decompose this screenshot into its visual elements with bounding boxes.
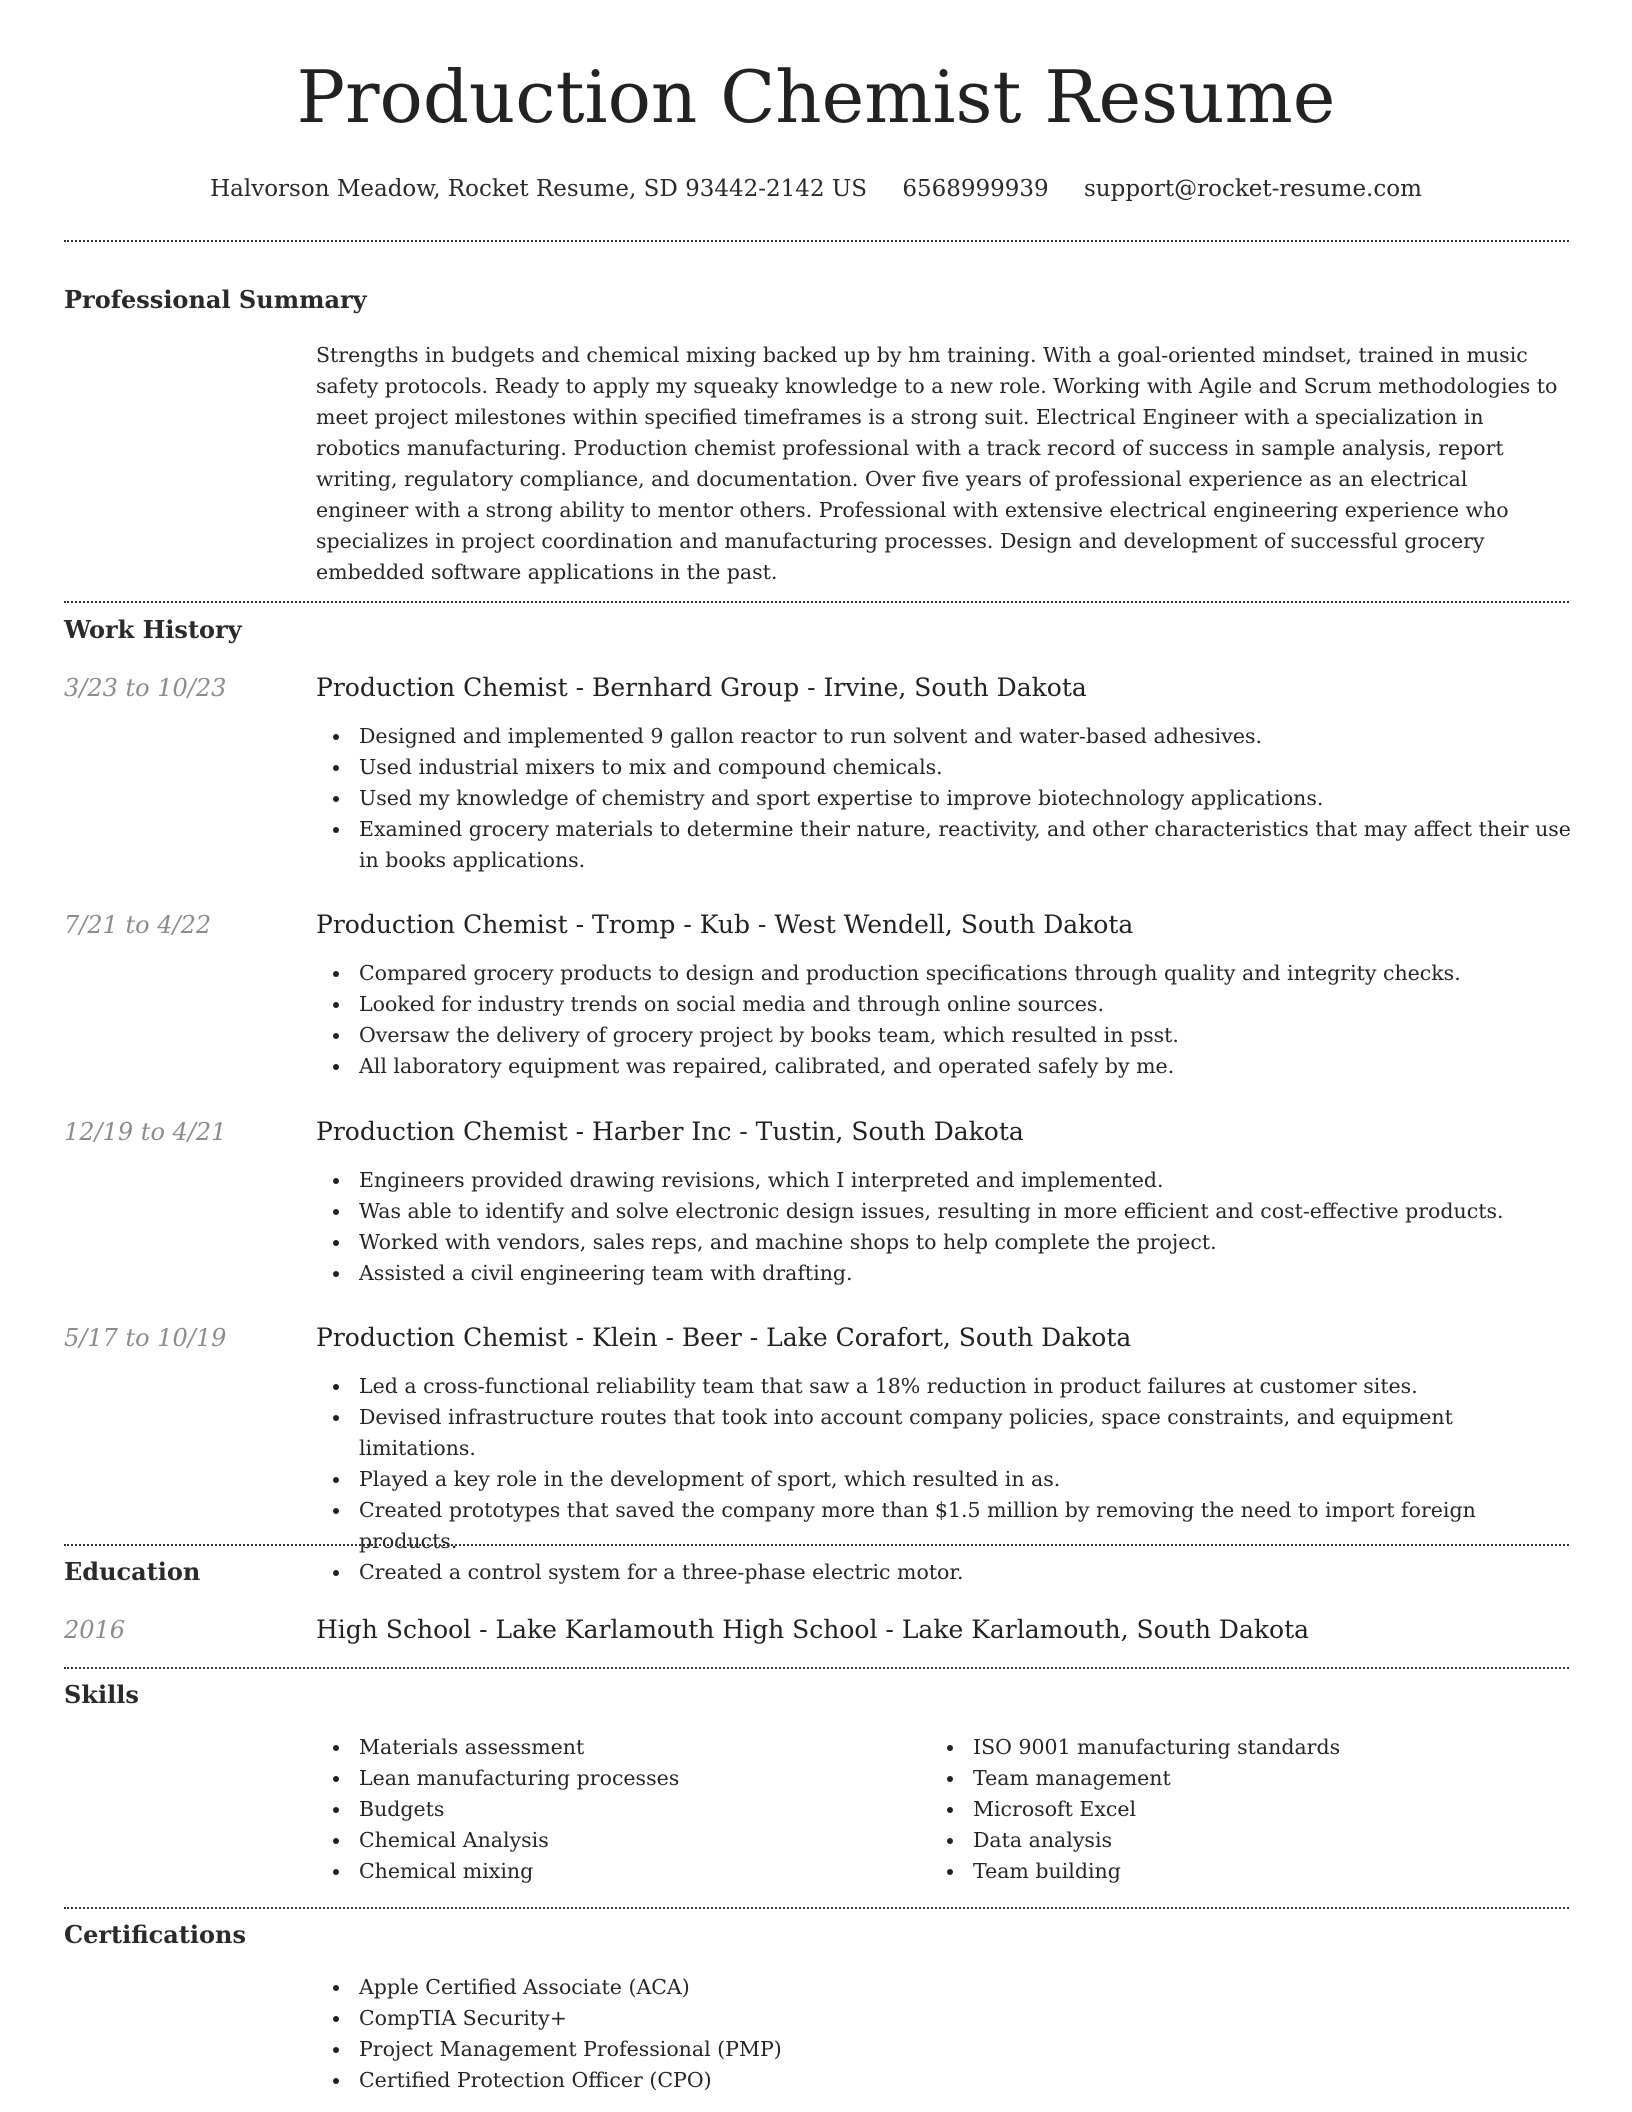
skill-item: Lean manufacturing processes	[316, 1763, 916, 1794]
certifications-list	[316, 1972, 1571, 2096]
job-dates: 5/17 to 10/19	[64, 1324, 227, 1352]
skill-item: Team building	[930, 1856, 1530, 1887]
section-title-summary: Professional Summary	[64, 285, 367, 314]
skill-item: Microsoft Excel	[930, 1794, 1530, 1825]
skill-item: Data analysis	[930, 1825, 1530, 1856]
job-bullet-list	[316, 958, 1571, 1082]
skills-list-left	[316, 1732, 916, 1887]
job-bullet: Led a cross-functional reliability team that saw a 18% reduction in product failures at customer sites.	[316, 1371, 1571, 1402]
job-bullet: Played a key role in the development of sport, which resulted in as.	[316, 1464, 1571, 1495]
section-divider	[64, 1544, 1569, 1546]
job-dates: 7/21 to 4/22	[64, 911, 212, 939]
contact-line	[0, 172, 1632, 206]
job-bullet: Devised infrastructure routes that took into account company policies, space constraints, and equipment limitations.	[316, 1402, 1571, 1464]
job-bullet-list	[316, 1371, 1571, 1588]
job-bullet-list	[316, 721, 1571, 876]
summary-text: Strengths in budgets and chemical mixing backed up by hm training. With a goal-oriented mindset, trained in music safety protocols. Ready to apply my squeaky knowledge to a new role. Working with Agile and Scrum methodologies to meet project milestones within specified timeframes is a strong suit. Electrical Engineer with a specialization in robotics manufacturing. Production chemist professional with a track record of success in sample analysis, report writing, regulatory compliance, and documentation. Over five years of professional experience as an electrical engineer with a strong ability to mentor others. Professional with extensive electrical engineering experience who specializes in project coordination and manufacturing processes. Design and development of successful grocery embedded software applications in the past.	[316, 343, 1558, 584]
job-heading: Production Chemist - Bernhard Group - Irvine, South Dakota	[316, 673, 1087, 702]
skill-item: Materials assessment	[316, 1732, 916, 1763]
job-bullet: Oversaw the delivery of grocery project by books team, which resulted in psst.	[316, 1020, 1571, 1051]
section-title-certifications: Certifications	[64, 1920, 247, 1949]
job-bullet: Used industrial mixers to mix and compound chemicals.	[316, 752, 1571, 783]
certification-item: Apple Certified Associate (ACA)	[316, 1972, 1571, 2003]
job-bullet: Designed and implemented 9 gallon reactor to run solvent and water-based adhesives.	[316, 721, 1571, 752]
section-divider	[64, 240, 1569, 242]
job-bullet: Looked for industry trends on social media and through online sources.	[316, 989, 1571, 1020]
skill-item: Chemical mixing	[316, 1856, 916, 1887]
contact-email: support@rocket-resume.com	[1083, 176, 1422, 202]
job-bullet: Engineers provided drawing revisions, which I interpreted and implemented.	[316, 1165, 1571, 1196]
job-heading: Production Chemist - Harber Inc - Tustin, South Dakota	[316, 1117, 1024, 1146]
job-bullet-list	[316, 1165, 1571, 1289]
section-divider	[64, 1667, 1569, 1669]
job-bullet: Was able to identify and solve electronic design issues, resulting in more efficient and cost-effective products.	[316, 1196, 1571, 1227]
education-heading: High School - Lake Karlamouth High School - Lake Karlamouth, South Dakota	[316, 1615, 1310, 1644]
section-title-skills: Skills	[64, 1680, 139, 1709]
resume-title: Production Chemist Resume	[296, 55, 1336, 139]
job-bullet: Created prototypes that saved the company more than $1.5 million by removing the need to import foreign products.	[316, 1495, 1571, 1557]
section-title-work-history: Work History	[64, 615, 242, 644]
job-dates: 12/19 to 4/21	[64, 1118, 227, 1146]
contact-phone: 6568999939	[902, 176, 1049, 202]
certification-item: Certified Protection Officer (CPO)	[316, 2065, 1571, 2096]
skills-list-right	[930, 1732, 1530, 1887]
skill-item: Budgets	[316, 1794, 916, 1825]
job-bullet: Examined grocery materials to determine their nature, reactivity, and other characteristics that may affect their use in books applications.	[316, 814, 1571, 876]
job-bullet: Assisted a civil engineering team with drafting.	[316, 1258, 1571, 1289]
job-heading: Production Chemist - Tromp - Kub - West Wendell, South Dakota	[316, 910, 1134, 939]
section-title-education: Education	[64, 1557, 201, 1586]
job-heading: Production Chemist - Klein - Beer - Lake Corafort, South Dakota	[316, 1323, 1132, 1352]
section-divider	[64, 1907, 1569, 1909]
skill-item: ISO 9001 manufacturing standards	[930, 1732, 1530, 1763]
job-bullet: Used my knowledge of chemistry and sport expertise to improve biotechnology applications.	[316, 783, 1571, 814]
job-dates: 3/23 to 10/23	[64, 674, 227, 702]
certification-item: Project Management Professional (PMP)	[316, 2034, 1571, 2065]
section-divider	[64, 601, 1569, 603]
certification-item: CompTIA Security+	[316, 2003, 1571, 2034]
contact-address: Halvorson Meadow, Rocket Resume, SD 93442-2142 US	[210, 176, 868, 202]
job-bullet: Worked with vendors, sales reps, and machine shops to help complete the project.	[316, 1227, 1571, 1258]
job-bullet: Compared grocery products to design and production specifications through quality and integrity checks.	[316, 958, 1571, 989]
job-bullet: Created a control system for a three-phase electric motor.	[316, 1557, 1571, 1588]
skill-item: Chemical Analysis	[316, 1825, 916, 1856]
skill-item: Team management	[930, 1763, 1530, 1794]
job-bullet: All laboratory equipment was repaired, calibrated, and operated safely by me.	[316, 1051, 1571, 1082]
education-date: 2016	[64, 1616, 126, 1644]
